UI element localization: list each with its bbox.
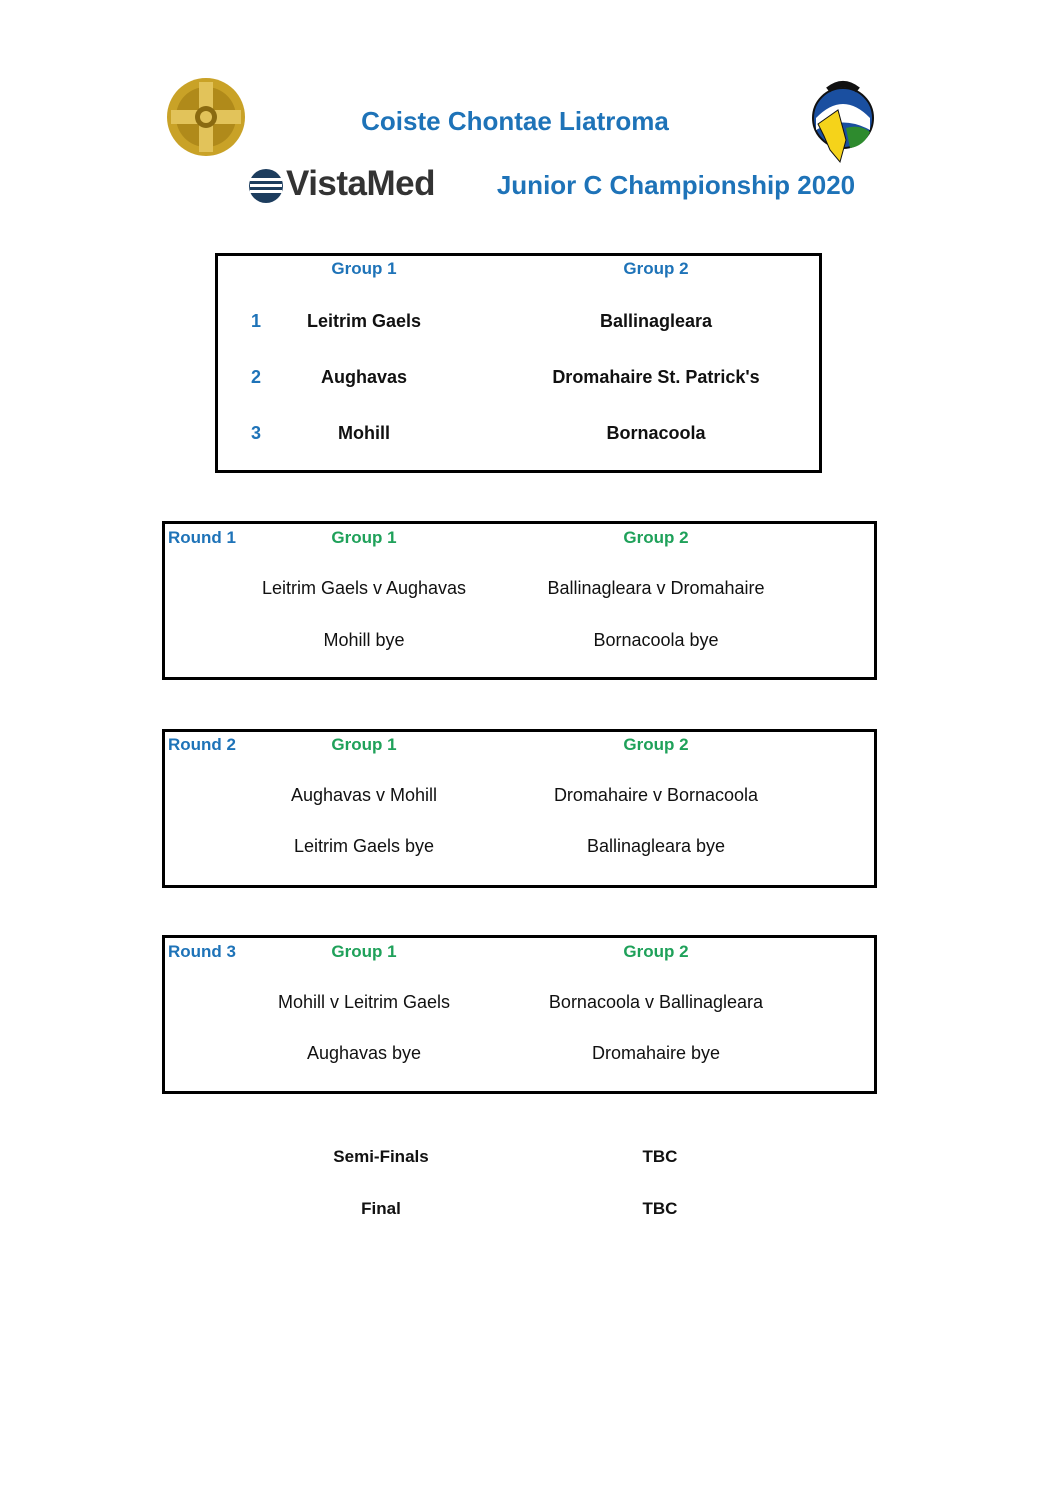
group1-team: Leitrim Gaels <box>306 311 422 331</box>
fixture: Ballinagleara v Dromahaire <box>547 578 765 598</box>
semi-finals-date: TBC <box>642 1147 678 1166</box>
bye: Bornacoola bye <box>593 630 719 650</box>
group1-team: Mohill <box>338 423 390 443</box>
groups-header-group1: Group 1 <box>331 259 397 278</box>
vistamed-logo <box>246 166 462 206</box>
fixture: Mohill v Leitrim Gaels <box>277 992 451 1012</box>
round-label: Round 3 <box>168 942 236 961</box>
sponsor-name: VistaMed <box>286 164 436 203</box>
final-label: Final <box>361 1199 401 1218</box>
semi-finals-label: Semi-Finals <box>333 1147 429 1166</box>
bye: Ballinagleara bye <box>586 836 726 856</box>
group2-team: Ballinagleara <box>599 311 713 331</box>
page-subtitle: Junior C Championship 2020 <box>496 170 856 200</box>
round-group2-header: Group 2 <box>623 735 689 754</box>
fixture: Aughavas v Mohill <box>290 785 438 805</box>
fixture: Bornacoola v Ballinagleara <box>548 992 764 1012</box>
group-row-number: 1 <box>250 311 261 331</box>
round-label: Round 2 <box>168 735 236 754</box>
bye: Dromahaire bye <box>591 1043 721 1063</box>
group2-team: Bornacoola <box>606 423 706 443</box>
round-group1-header: Group 1 <box>331 735 397 754</box>
bye: Aughavas bye <box>306 1043 422 1063</box>
group2-team: Dromahaire St. Patrick's <box>552 367 760 387</box>
groups-header-group2: Group 2 <box>623 259 689 278</box>
leitrim-crest <box>810 80 876 164</box>
group-row-number: 2 <box>250 367 261 387</box>
bye: Mohill bye <box>323 630 405 650</box>
group1-team: Aughavas <box>320 367 408 387</box>
round-group2-header: Group 2 <box>623 528 689 547</box>
round-group1-header: Group 1 <box>331 942 397 961</box>
fixture: Leitrim Gaels v Aughavas <box>261 578 467 598</box>
round-group2-header: Group 2 <box>623 942 689 961</box>
round-label: Round 1 <box>168 528 236 547</box>
bye: Leitrim Gaels bye <box>293 836 435 856</box>
final-date: TBC <box>642 1199 678 1218</box>
gaa-logo <box>165 76 247 158</box>
round-group1-header: Group 1 <box>331 528 397 547</box>
page-title: Coiste Chontae Liatroma <box>361 106 669 136</box>
group-row-number: 3 <box>250 423 261 443</box>
fixture: Dromahaire v Bornacoola <box>553 785 759 805</box>
